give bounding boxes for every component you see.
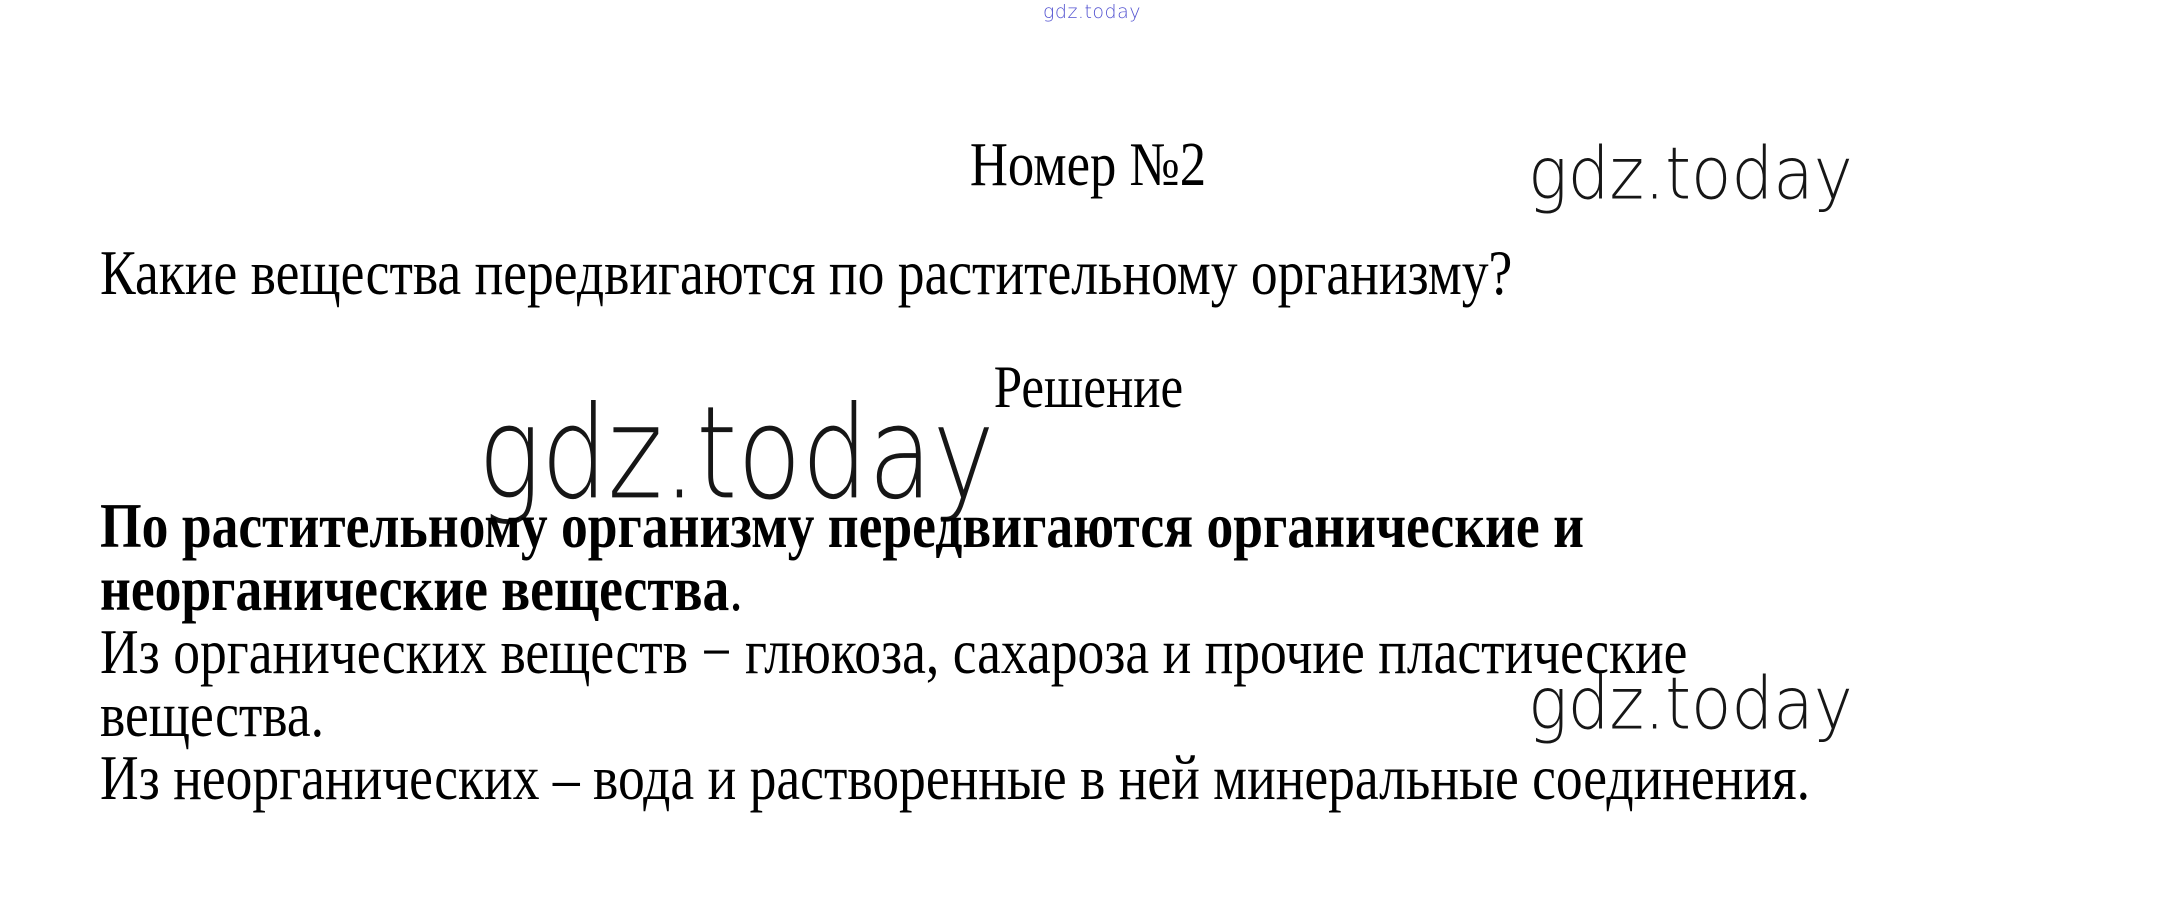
gdz-watermark-middle-right: gdz.today (1528, 661, 1853, 747)
solution-heading (0, 354, 2177, 420)
answer-line-bold-text: неорганические вещества (100, 554, 730, 624)
page-title-text: Номер №2 (970, 131, 1207, 199)
gdz-watermark-center-left: gdz.today (478, 379, 995, 528)
answer-line: Из неорганических – вода и растворенные в ней минеральные соединения. (100, 743, 1811, 813)
answer-line: Из органических веществ − глюкоза, сахароза и прочие пластические (100, 617, 1688, 687)
question-line (100, 238, 1762, 308)
gdz-watermark-top-right: gdz.today (1528, 131, 1853, 217)
answer-block (100, 491, 2112, 813)
solution-heading-text: Решение (993, 354, 1184, 420)
answer-line: вещества. (100, 680, 324, 750)
gdz-watermark-top-center: gdz.today (1043, 1, 1141, 23)
answer-line-period: . (729, 554, 743, 624)
answer-lines (100, 491, 1811, 813)
answer-line: По растительному организму передвигаются органические и (100, 491, 1584, 561)
answer-line (100, 554, 1810, 624)
question-text: Какие вещества передвигаются по растительному организму? (100, 238, 1513, 308)
